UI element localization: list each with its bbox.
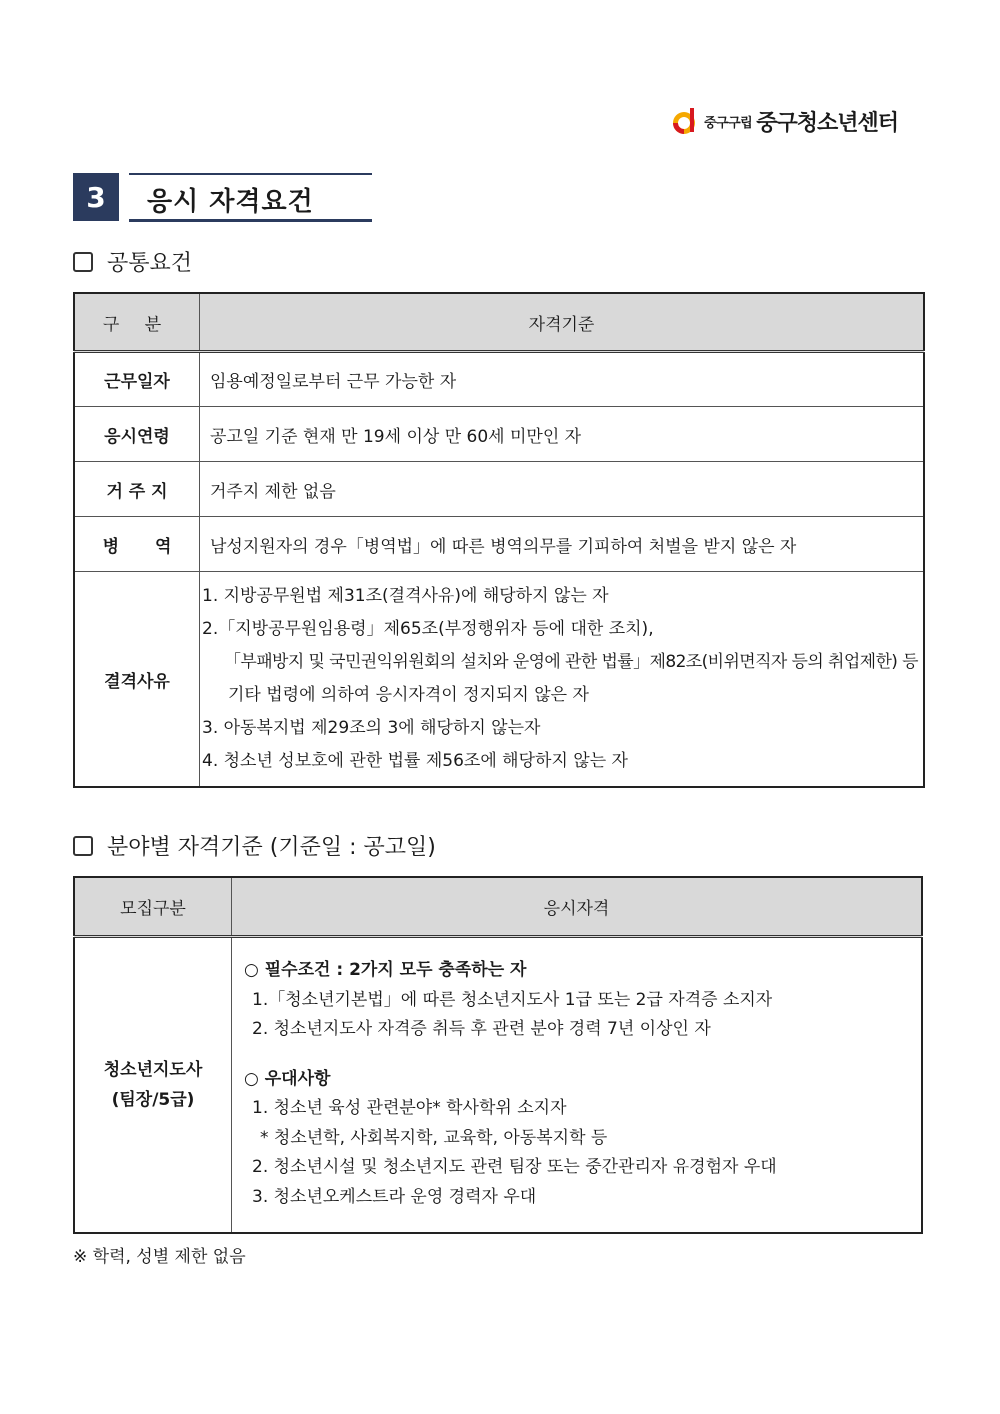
row-key: 거 주 지 [74, 462, 200, 517]
section-number: 3 [73, 173, 119, 221]
row-value: 임용예정일로부터 근무 가능한 자 [200, 352, 925, 407]
table-row [74, 407, 924, 462]
list-item: 3. 청소년오케스트라 운영 경력자 우대 [252, 1186, 537, 1207]
common-heading [73, 246, 192, 277]
position-name: 청소년지도사 [103, 1060, 203, 1080]
list-item: 2. 청소년시설 및 청소년지도 관련 팀장 또는 중간관리자 유경험자 우대 [252, 1157, 777, 1177]
common-heading-text: 공통요건 [107, 251, 193, 276]
preferred-title: ○ 우대사항 [244, 1068, 331, 1089]
field-heading-text: 분야별 자격기준 (기준일 : 공고일) [107, 835, 436, 860]
table-row [74, 517, 924, 572]
footnote: ※ 학력, 성별 제한 없음 [73, 1247, 246, 1267]
header-criteria: 자격기준 [200, 293, 925, 352]
list-item: 1. 지방공무원법 제31조(결격사유)에 해당하지 않는 자 [202, 586, 609, 606]
qualification-cell [232, 937, 923, 1234]
list-item: 2.「지방공무원임용령」제65조(부정행위자 등에 대한 조치), [202, 619, 654, 639]
logo-small-text: 중구구립 [704, 115, 753, 131]
logo-mark-icon [670, 106, 700, 136]
list-item: 1. 청소년 육성 관련분야* 학사학위 소지자 [252, 1098, 567, 1118]
checkbox-icon [73, 252, 93, 272]
center-logo [670, 104, 898, 138]
row-key: 응시연령 [74, 407, 200, 462]
list-item: 2. 청소년지도사 자격증 취득 후 관련 분야 경력 7년 이상인 자 [252, 1019, 711, 1039]
row-value: 남성지원자의 경우「병역법」에 따른 병역의무를 기피하여 처벌을 받지 않은 자 [200, 517, 925, 572]
row-value: 공고일 기준 현재 만 19세 이상 만 60세 미만인 자 [200, 407, 925, 462]
section-title-box [129, 173, 372, 222]
table-row [74, 462, 924, 517]
header-category: 구 분 [74, 293, 200, 352]
row-key: 결격사유 [74, 572, 200, 788]
row-key: 근무일자 [74, 352, 200, 407]
list-item: 「부패방지 및 국민권익위원회의 설치와 운영에 관한 법률」제82조(비위면직자 등의 취업제한) 등 [224, 652, 918, 672]
disqualification-list [200, 572, 925, 788]
table-row [74, 937, 922, 1234]
table-row [74, 572, 924, 788]
section-title: 응시 자격요건 [147, 187, 314, 217]
row-value: 거주지 제한 없음 [200, 462, 925, 517]
list-item: 기타 법령에 의하여 응시자격이 정지되지 않은 자 [228, 685, 589, 705]
header-recruit-type: 모집구분 [74, 877, 232, 937]
field-heading [73, 830, 436, 861]
table-row [74, 352, 924, 407]
required-title: ○ 필수조건 : 2가지 모두 충족하는 자 [244, 960, 527, 980]
list-item: 1.「청소년기본법」에 따른 청소년지도사 1급 또는 2급 자격증 소지자 [252, 989, 773, 1010]
position-grade: (팀장/5급) [111, 1090, 195, 1110]
position-cell [74, 937, 232, 1234]
logo-big-text: 중구청소년센터 [756, 110, 898, 136]
field-requirements-table [73, 876, 923, 1234]
list-item: 3. 아동복지법 제29조의 3에 해당하지 않는자 [202, 718, 541, 738]
checkbox-icon [73, 836, 93, 856]
common-requirements-table [73, 292, 925, 788]
header-qualification: 응시자격 [232, 877, 923, 937]
row-key: 병 역 [74, 517, 200, 572]
list-item: * 청소년학, 사회복지학, 교육학, 아동복지학 등 [260, 1127, 608, 1148]
list-item: 4. 청소년 성보호에 관한 법률 제56조에 해당하지 않는 자 [202, 751, 628, 771]
